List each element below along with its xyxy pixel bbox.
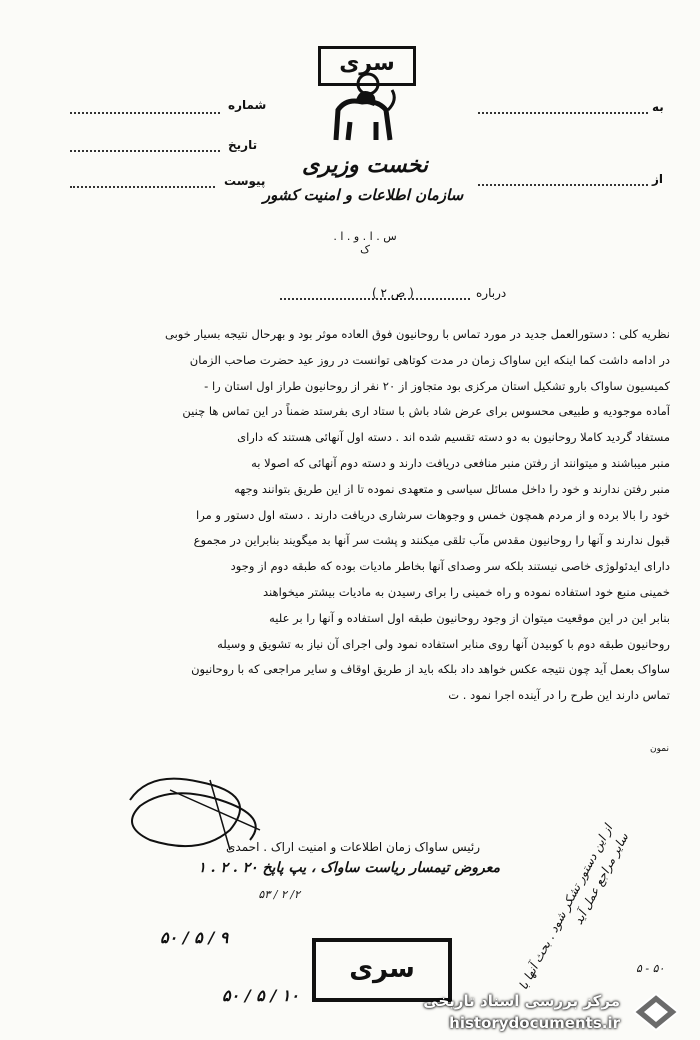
lion-and-sun-emblem <box>326 70 402 150</box>
signatory-line: رئیس ساواک زمان اطلاعات و امنیت اراک . احمدی <box>226 840 480 854</box>
body-line: کمیسیون ساواک بارو تشکیل استان مرکزی بود متجاوز از ۲۰ نفر از روحانیون طراز اول استان را - <box>204 378 670 393</box>
top-secret-stamp: سری <box>318 46 416 86</box>
margin-number: ۵۰ - ۵ <box>636 962 665 975</box>
handwritten-note-2: ۲/ ۲ / ۵۳ <box>258 888 300 901</box>
watermark-logo-icon <box>628 990 682 1034</box>
organization-line2: سازمان اطلاعات و امنیت کشور <box>262 186 464 204</box>
organization-abbr: س . ا . و . ا . ک <box>333 230 397 256</box>
body-line: منبر میباشند و میتوانند از رفتن منبر منافعی دریافت دارند و دسته دوم آنهائی که اصولا به <box>251 455 670 470</box>
body-line: ساواک بعمل آید چون نتیجه عکس خواهد داد بلکه باید از طریق اوقاف و سایر مراجعی که با روحانیون <box>191 662 670 677</box>
from-label: از <box>652 172 664 186</box>
margin-note: نمون <box>650 744 669 754</box>
date-dotted-line <box>70 150 220 152</box>
body-line: قبول ندارند و آنها را روحانیون مقدس مآب تلقی میکنند و پشت سر آنها بد میگویند بنابراین در مجموع <box>193 533 670 548</box>
watermark-url: historydocuments.ir <box>449 1014 620 1032</box>
body-line: روحانیون طبقه دوم با کوبیدن آنها روی منابر استفاده نمود ولی اجرای آن نیاز به تشویق و وسیله <box>217 636 670 651</box>
subject-label: درباره <box>476 286 507 300</box>
date-label: تاریخ <box>228 138 258 152</box>
organization-line1: نخست وزیری <box>302 152 428 178</box>
body-line: خود را بالا برده و از مردم همچون خمس و وجوهات سرشاری دریافت دارند . دسته اول دستور و مرا <box>196 507 670 522</box>
body-text <box>40 322 670 709</box>
number-label: شماره <box>228 98 267 112</box>
to-label: به <box>652 100 664 114</box>
body-line: نظریه کلی : دستورالعمل جدید در مورد تماس با روحانیون فوق العاده موثر بود و بهرحال نتیجه بسیار خوبی <box>164 327 670 341</box>
side-handwritten-note: از این دستور تشکر شود . بحث آنها با سایر مراجع عمل آید <box>516 822 632 993</box>
watermark-name: مرکز بررسی اسناد تاریخی <box>423 992 620 1010</box>
attachment-dotted-line <box>70 186 215 188</box>
body-line: آماده موجودیه و طبیعی محسوس برای عرض شاد باش با ستاد اری بفرستد ضمناً در این تماس ها چنین <box>182 404 670 419</box>
body-line: منبر رفتن ندارند و خود را داخل مسائل سیاسی و متعهدی نموده تا از این طریق بتوانند وجهه <box>234 481 670 496</box>
page-number: ( ص ۲ ) <box>372 286 414 300</box>
handwritten-note-1: معروض تیمسار ریاست ساواک ، یپ پاپخ ۲۰ . ۲ . ۱ <box>198 860 500 876</box>
number-dotted-line <box>70 112 220 114</box>
body-line: در ادامه داشت کما اینکه این ساواک زمان در مدت کوتاهی توانست در روز عید حضرت صاحب الزمان <box>189 352 670 367</box>
body-line: مستفاد گردید کاملا روحانیون به دو دسته تقسیم شده اند . دسته اول آنهائی هستند که دارای <box>237 430 670 445</box>
handwritten-date-2: ۱۰ / ۵ / ۵۰ <box>222 986 299 1005</box>
from-dotted-line <box>478 184 648 186</box>
body-line: دارای ایدئولوژی خاصی نیستند بلکه سر وصدای آنها بخاطر مادیات بوده که طبقه دوم از وجود <box>230 559 670 574</box>
to-dotted-line <box>478 112 648 114</box>
attachment-label: پیوست <box>224 174 266 188</box>
body-line: بنابر این در این موقعیت میتوان از وجود روحانیون طبقه اول استفاده و آنها را بر علیه <box>269 610 670 625</box>
body-line: خمینی منبع خود استفاده نموده و راه خمینی را برای رسیدن به مادیات بیشتر میخواهند <box>263 584 670 599</box>
body-line: تماس دارند این طرح را در آینده اجرا نمود . ت <box>448 688 670 703</box>
handwritten-date-1: ۹ / ۵ / ۵۰ <box>160 928 229 947</box>
bottom-secret-stamp: سری <box>312 938 452 1002</box>
